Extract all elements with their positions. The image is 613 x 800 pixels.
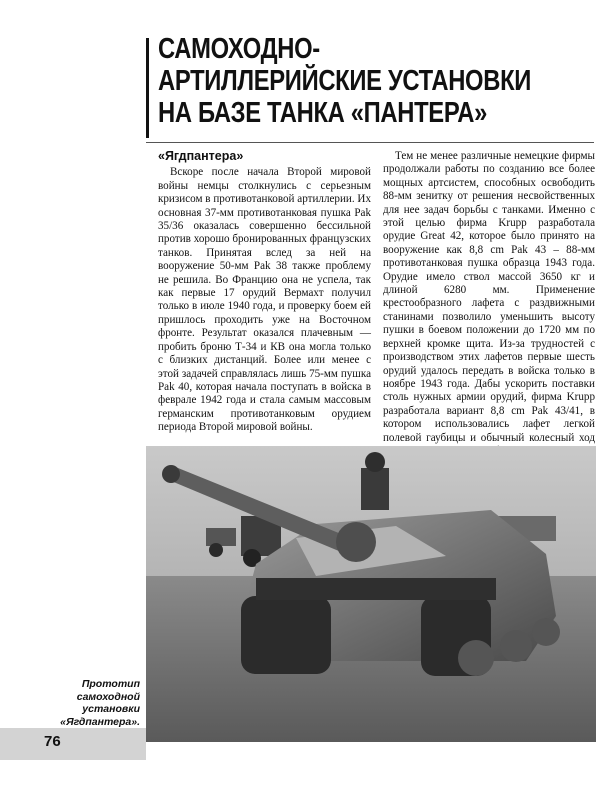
title-line-2: АРТИЛЛЕРИЙСКИЕ УСТАНОВКИ [158,65,532,97]
text-column-right [383,150,595,458]
page-number-band [0,728,146,760]
caption-line-1: Прототип [81,678,140,690]
title-accent-bar [146,38,149,138]
section-heading: «Ягдпантера» [158,149,244,163]
photo-caption [40,678,140,728]
tank-photo [146,446,596,742]
title-line-3: НА БАЗЕ ТАНКА «ПАНТЕРА» [158,97,488,129]
page-title [158,33,532,129]
column-left-paragraph: Вскоре после начала Второй мировой войны немцы столкнулись с серьезным кризисом в противотанковой артиллерии. Их основная 37-мм противотанковая пушка Pak 35/36 оказалась совершенно бессильной против хорошо бронированных французских танков. Принятая вслед за ней на вооружение 50-мм Pak 38 также проблему не решила. Во Францию она не успела, так как первые 17 орудий Вермахт получил только в июле 1940 года, и проверку боем ей пришлось проходить уже на Восточном фронте. Результат оказался плачевным — пробить броню Т-34 и КВ она могла только с близких дистанций. Более или менее с этой задачей справлялась лишь 75-мм пушка Pak 40, которая начала поступать в войска в феврале 1942 года и стала самым массовым германским противотанковым орудием периода Второй мировой войны. [158,166,371,434]
text-column-left [158,150,371,435]
caption-line-3: установки [82,703,140,715]
caption-line-2: самоходной [76,690,140,703]
page-number: 76 [44,733,61,750]
title-line-1: САМОХОДНО- [158,33,320,65]
column-right-paragraph: Тем не менее различные немецкие фирмы продолжали работы по созданию все более мощных артсистем, способных освободить 88-мм зенитку от решения несвойственных для нее задач борьбы с танками. Именно с этой целью фирма Krupp разработала орудие Great 42, которое было принято на вооружение как 8,8 cm Pak 43 – 88-мм противотанковая пушка образца 1943 года. Орудие имело ствол массой 3650 кг и длиной 6280 мм. Применение крестообразного лафета с раздвижными станинами позволило уменьшить высоту пушки в боевом положении до 1720 мм по верхней кромке щита. Из-за трудностей с производством этих лафетов первые шесть орудий удалось передать в войска только в ноябре 1943 года. Дабы ускорить поставки столь нужных армии орудий, фирма Krupp разработала вариант 8,8 cm Pak 43/41, в котором использовались лафет легкой полевой гаубицы и обычный колесный ход [383,150,595,444]
title-divider [146,142,594,143]
caption-line-4: «Ягдпантера». [60,715,140,728]
